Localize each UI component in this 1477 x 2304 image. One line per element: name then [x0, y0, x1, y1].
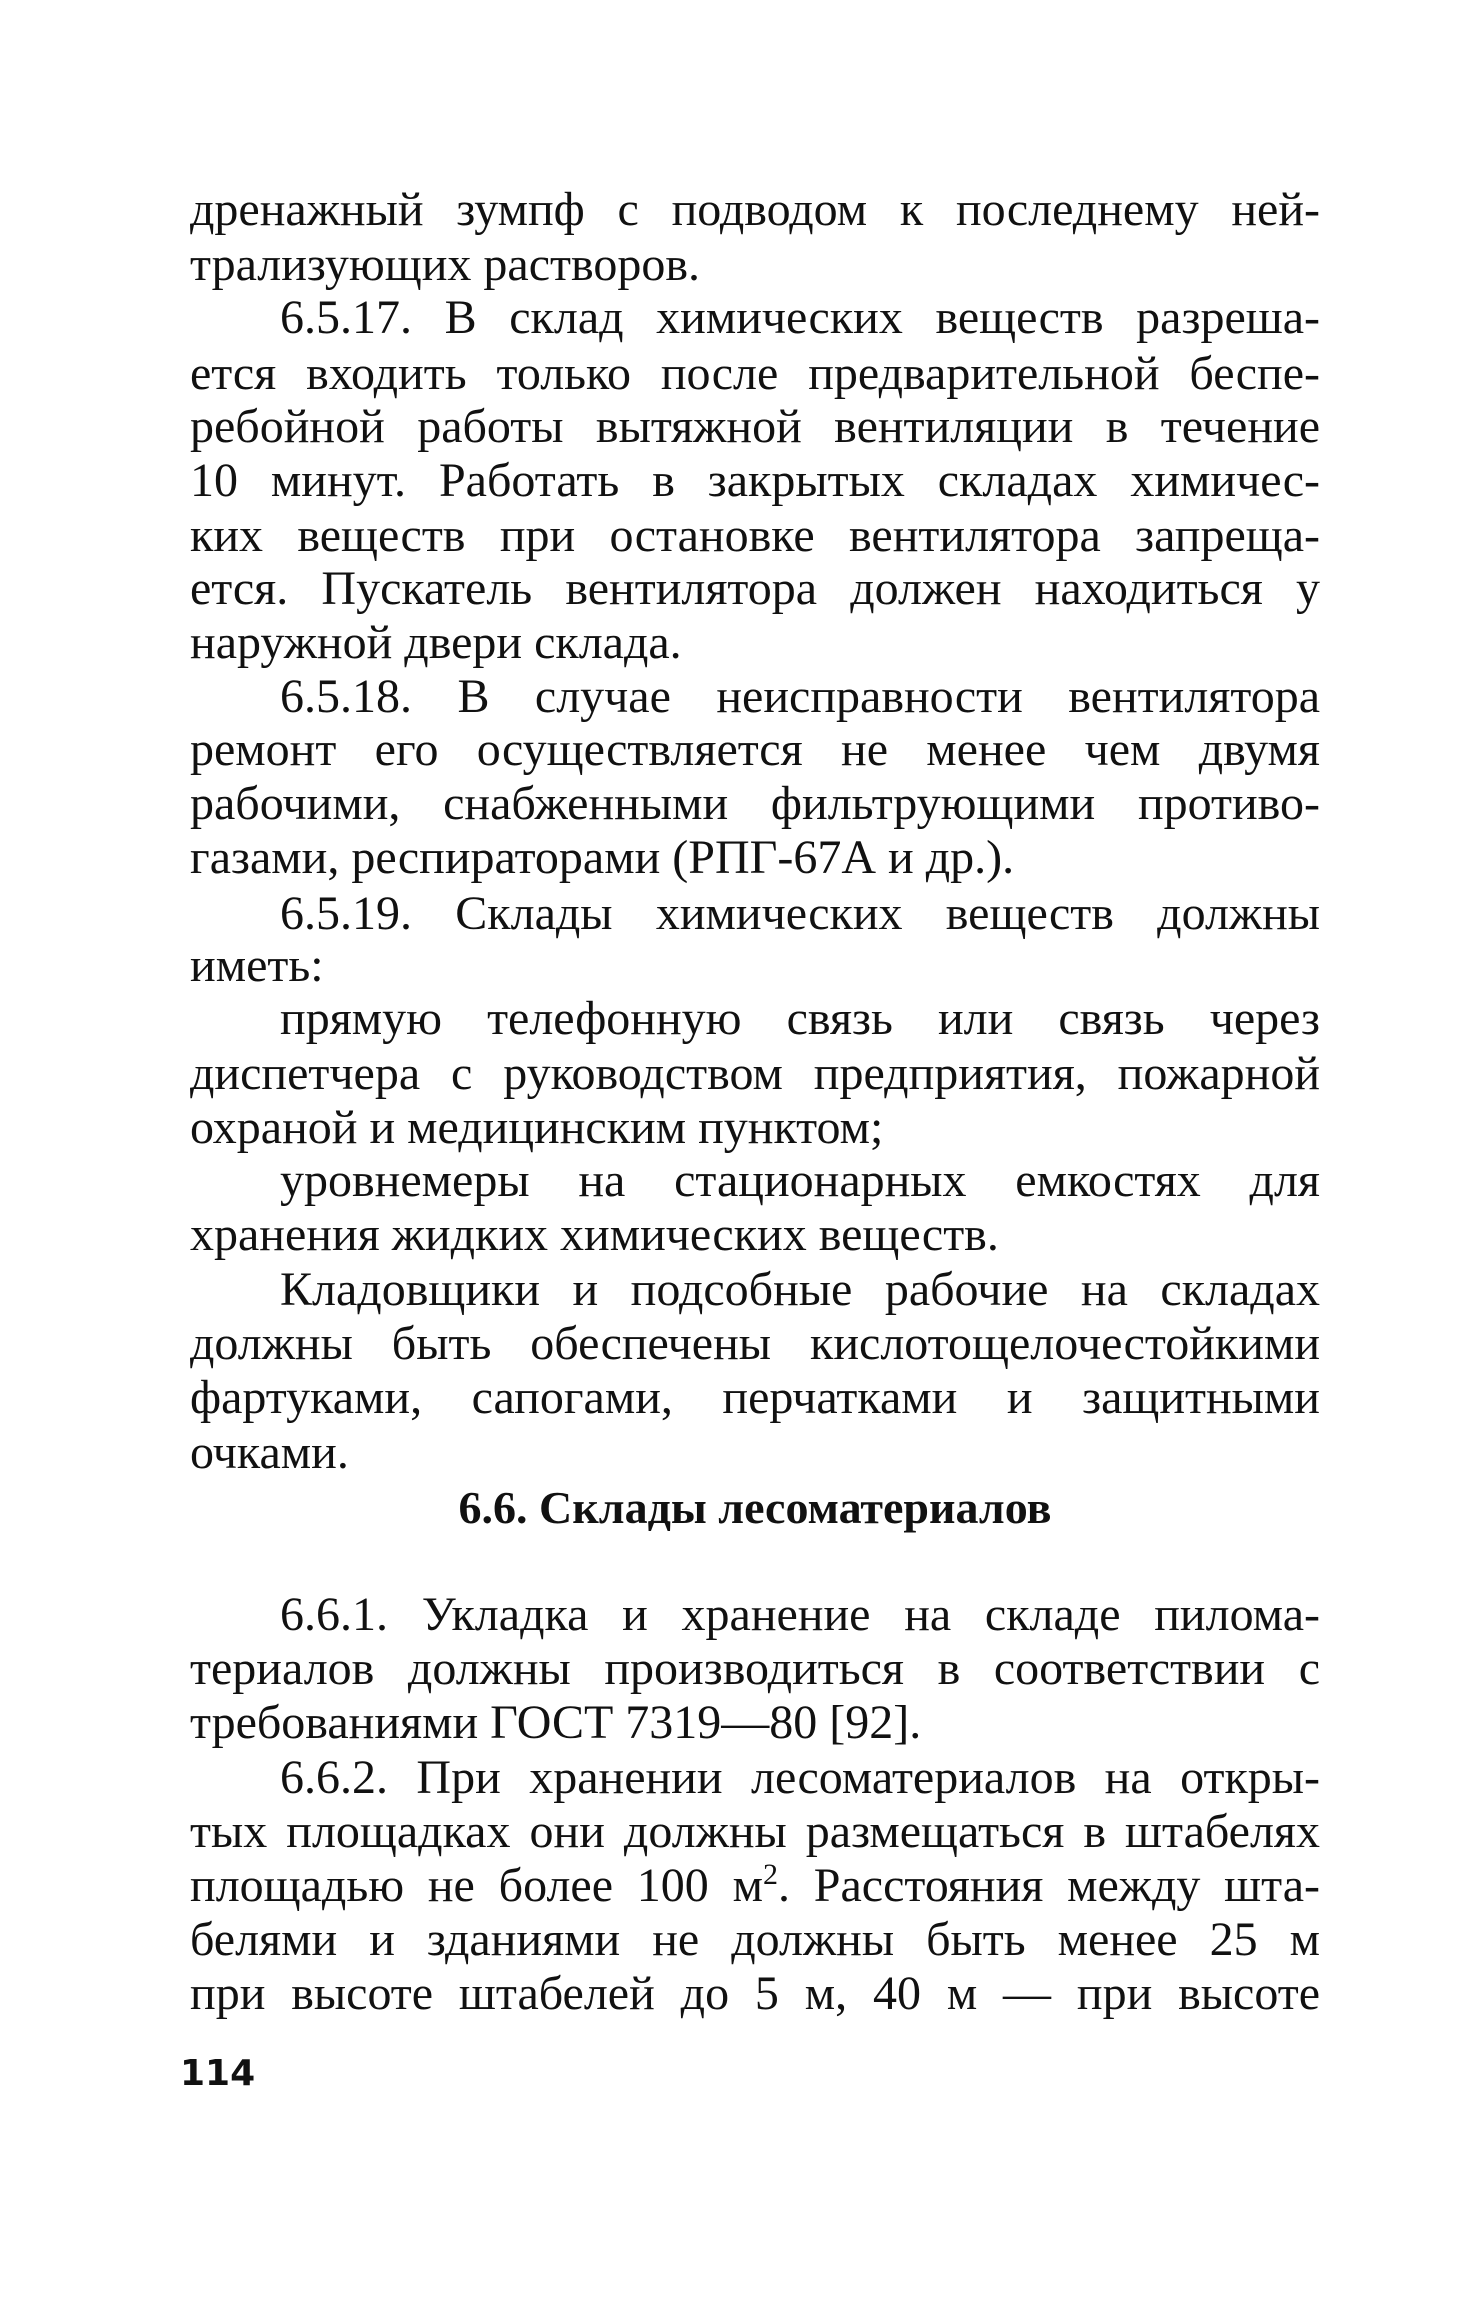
text-line: 6.5.18. В случае неисправности вентилятора [280, 670, 1320, 723]
text-line: охраной и медицинским пунктом; [190, 1101, 884, 1154]
text-line: трализующих растворов. [190, 238, 700, 291]
text-line: иметь: [190, 939, 324, 992]
text-segment: . Расстояния между шта- [777, 1859, 1320, 1912]
text-line: должны быть обеспечены кислотощелочестойкими [190, 1317, 1320, 1370]
text-line: прямую телефонную связь или связь через [280, 992, 1320, 1045]
text-line: газами, респираторами (РПГ-67А и др.). [190, 831, 1015, 884]
section-heading: 6.6. Склады лесоматериалов [458, 1482, 1052, 1533]
text-line: 6.5.19. Склады химических веществ должны [280, 887, 1320, 940]
text-line: фартуками, сапогами, перчатками и защитными [190, 1371, 1320, 1424]
text-line: при высоте штабелей до 5 м, 40 м — при высоте [190, 1967, 1320, 2020]
text-line: Кладовщики и подсобные рабочие на складах [280, 1263, 1320, 1316]
text-line-with-superscript [190, 1858, 1320, 1914]
text-line: 6.6.2. При хранении лесоматериалов на откры- [280, 1751, 1320, 1804]
page-number: 114 [180, 2053, 256, 2094]
text-line: очками. [190, 1426, 349, 1479]
text-line: 10 минут. Работать в закрытых складах химичес- [190, 454, 1320, 507]
text-line: тых площадках они должны размещаться в штабелях [190, 1805, 1320, 1858]
text-line: 6.5.17. В склад химических веществ разреша- [280, 291, 1320, 344]
text-line: уровнемеры на стационарных емкостях для [280, 1154, 1320, 1207]
text-line: диспетчера с руководством предприятия, пожарной [190, 1047, 1320, 1100]
text-line: белями и зданиями не должны быть менее 25 м [190, 1913, 1320, 1966]
superscript-exponent: 2 [762, 1858, 778, 1891]
text-line: требованиями ГОСТ 7319—80 [92]. [190, 1696, 922, 1749]
text-line: наружной двери склада. [190, 616, 682, 669]
text-line: 6.6.1. Укладка и хранение на складе пилома- [280, 1588, 1320, 1641]
text-line: ется. Пускатель вентилятора должен находиться у [190, 562, 1320, 615]
text-line: хранения жидких химических веществ. [190, 1208, 999, 1261]
text-line: ремонт его осуществляется не менее чем двумя [190, 723, 1320, 776]
text-segment: площадью не более 100 м [190, 1859, 763, 1912]
text-line: териалов должны производиться в соответствии с [190, 1642, 1320, 1695]
text-line: ких веществ при остановке вентилятора запреща- [190, 509, 1320, 562]
text-line: ребойной работы вытяжной вентиляции в течение [190, 400, 1320, 453]
text-line: рабочими, снабженными фильтрующими противо- [190, 777, 1320, 830]
text-line: дренажный зумпф с подводом к последнему ней- [190, 183, 1320, 236]
text-line: ется входить только после предварительной беспе- [190, 347, 1320, 400]
